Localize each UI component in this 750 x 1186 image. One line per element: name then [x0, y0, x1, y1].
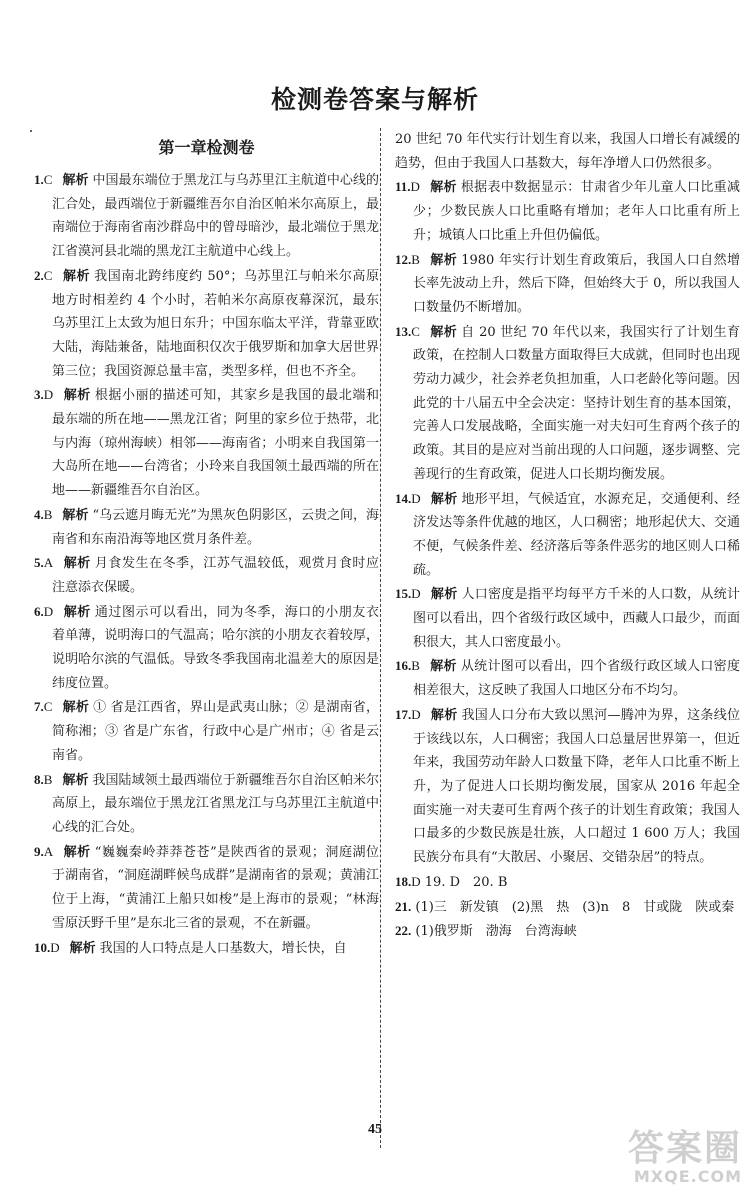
- answer-item: [395, 919, 740, 944]
- answer-item: [395, 248, 740, 320]
- explanation-text: 1980 年实行计划生育政策后，我国人口自然增长率先波动上升，然后下降，但始终大于 0，所以我国人口数量仍不断增加。: [413, 252, 740, 315]
- answer-item: [395, 128, 740, 175]
- column-divider: [380, 128, 381, 1148]
- explanation-text: 人口密度是指平均每平方千米的人口数，从统计图可以看出，四个省级行政区域中，西藏人口最少，而面积很大，其人口密度最小。: [413, 587, 740, 650]
- explanation-text: 地形平坦，气候适宜，水源充足，交通便利、经济发达等条件优越的地区，人口稠密；地形起伏大、交通不便，气候条件差、经济落后等条件恶劣的地区则人口稀疏。: [413, 491, 740, 578]
- explanation-text: 从统计图可以看出，四个省级行政区域人口密度相差很大，这反映了我国人口地区分布不均匀。: [413, 659, 740, 699]
- explanation-label: 解析: [63, 388, 91, 404]
- explanation-text: 我国人口分布大致以黑河—腾冲为界，这条线位于该线以东，人口稠密；我国人口总量居世界第一，但近年来，我国劳动年龄人口数量下降，老年人口比重不断上升，为了促进人口长期均衡发展，国家从 2016 年起全面实施一对夫妻可生育两个孩子的计划生育政策；我国人口最多的少数民族是壮族，人口超过 1 600 万人；我国民族分布具有“大散居、小聚居、交错杂居”的特点。: [413, 707, 740, 866]
- explanation-label: 解析: [62, 268, 91, 284]
- question-number: 7.: [34, 699, 44, 715]
- answer-item: [34, 695, 379, 767]
- question-number: 21.: [395, 898, 412, 914]
- question-number: 5.: [34, 555, 44, 571]
- explanation-text: “巍巍秦岭莽莽苍苍”是陕西省的景观；洞庭湖位于湖南省，“洞庭湖畔候鸟成群”是湖南省的景观；黄浦江位于上海，“黄浦江上船只如梭”是上海市的景观；“林海雪原沃野千里”是东北三省的景观，不在新疆。: [52, 844, 379, 931]
- explanation-label: 解析: [63, 844, 91, 860]
- explanation-label: 解析: [63, 556, 91, 572]
- chapter-heading: 第一章检测卷: [158, 138, 255, 157]
- answer-item: [34, 936, 379, 961]
- explanation-text: 我国的人口特点是人口基数大，增长快，自: [99, 940, 347, 956]
- question-number: 2.: [34, 267, 44, 283]
- answer-item: [34, 503, 379, 551]
- explanation-text: 根据表中数据显示：甘肃省少年儿童人口比重减少；少数民族人口比重略有增加；老年人口比重有所上升；城镇人口比重上升但仍偏低。: [413, 180, 740, 243]
- answer-choice: D: [411, 490, 421, 506]
- question-number: 16.: [395, 658, 412, 674]
- explanation-text: 月食发生在冬季，江苏气温较低，观赏月食时应注意添衣保暖。: [52, 556, 379, 595]
- explanation-label: 解析: [69, 940, 96, 956]
- explanation-text: 我国陆域领土最西端位于新疆维吾尔自治区帕米尔高原上，最东端位于黑龙江省黑龙江与乌苏里江主航道中心线的汇合处。: [52, 772, 379, 835]
- answer-choice: B: [411, 251, 420, 267]
- explanation-text: ① 省是江西省，界山是武夷山脉；② 是湖南省，简称湘；③ 省是广东省，行政中心是广州市；④ 省是云南省。: [52, 700, 379, 763]
- question-number: 13.: [395, 323, 412, 339]
- answer-item: [34, 551, 379, 599]
- explanation-text: (1)俄罗斯 渤海 台湾海峡: [415, 924, 577, 940]
- explanation-text: 中国最东端位于黑龙江与乌苏里江主航道中心线的汇合处，最西端位于新疆维吾尔自治区帕米尔高原上，最南端位于海南省南沙群岛中的曾母暗沙，最北端位于黑龙江省漠河县北端的黑龙江主航道中心线上。: [52, 173, 379, 260]
- answer-item: [395, 870, 740, 895]
- answer-item: [34, 383, 379, 503]
- answer-item: [395, 582, 740, 654]
- right-column: [395, 128, 740, 944]
- answer-choice: A: [43, 843, 54, 859]
- right-answer-list: [395, 128, 740, 944]
- explanation-label: 解析: [429, 659, 457, 675]
- explanation-text: 根据小丽的描述可知，其家乡是我国的最北端和最东端的所在地——黑龙江省；阿里的家乡位于热带，北与内海（琼州海峡）相邻——海南省；小明来自我国第一大岛所在地——台湾省；小玲来自我国领土最西端的所在地——新疆维吾尔自治区。: [52, 388, 379, 499]
- question-number: 11.: [395, 179, 411, 195]
- watermark-text: 答案圈: [627, 1128, 742, 1169]
- question-number: 4.: [34, 506, 44, 522]
- question-number: 22.: [395, 923, 412, 939]
- answer-choice: D: [43, 387, 54, 403]
- explanation-label: 解析: [429, 180, 457, 196]
- explanation-label: 解析: [429, 252, 458, 268]
- explanation-label: 解析: [62, 700, 90, 716]
- explanation-text: (1)三 新发镇 (2)黑 热 (3)n 8 甘或陇 陕或秦: [415, 899, 735, 915]
- explanation-text: 19. D 20. B: [424, 874, 508, 890]
- answer-choice: D: [43, 603, 54, 619]
- explanation-label: 解析: [430, 587, 458, 603]
- answer-choice: B: [411, 658, 420, 674]
- answer-choice: B: [43, 506, 53, 522]
- question-number: 12.: [395, 251, 412, 267]
- answer-choice: C: [411, 323, 420, 339]
- answer-choice: D: [50, 939, 60, 955]
- explanation-text: 自 20 世纪 70 年代以来，我国实行了计划生育政策，在控制人口数量方面取得巨大成就，但同时也出现劳动力减少，社会养老负担加重，人口老龄化等问题。因此党的十八届五中全会决定：坚持计划生育的基本国策，完善人口发展战略，全面实施一对夫妇可生育两个孩子的政策。其目的是应对当前出现的人口问题，逐步调整、完善现行的生育政策，促进人口长期均衡发展。: [413, 324, 740, 482]
- answer-choice: D: [411, 586, 421, 602]
- explanation-label: 解析: [430, 707, 458, 723]
- answer-item: [34, 768, 379, 840]
- answer-item: [34, 264, 379, 384]
- answer-choice: D: [410, 179, 420, 195]
- explanation-label: 解析: [62, 173, 89, 188]
- question-number: 18.: [395, 873, 412, 889]
- question-number: 15.: [395, 586, 412, 602]
- left-column: [34, 128, 379, 960]
- question-number: 10.: [34, 939, 51, 955]
- explanation-label: 解析: [430, 491, 458, 507]
- page-number: 45: [368, 1122, 382, 1137]
- explanation-text: “乌云遮月晦无光”为黑灰色阴影区，云贵之间，海南省和东南沿海等地区赏月条件差。: [52, 507, 379, 547]
- question-number: 6.: [34, 603, 44, 619]
- answer-choice: D: [411, 873, 421, 889]
- watermark-logo: [628, 1130, 742, 1186]
- answer-item: [395, 895, 740, 920]
- answer-item: [34, 600, 379, 696]
- explanation-label: 解析: [429, 324, 458, 340]
- explanation-text: 20 世纪 70 年代实行计划生育以来，我国人口增长有减缓的趋势，但由于我国人口基数大，每年净增人口仍然很多。: [395, 132, 740, 171]
- answer-item: [395, 487, 740, 583]
- question-number: 14.: [395, 490, 412, 506]
- answer-choice: C: [43, 172, 53, 187]
- page-title: 检测卷答案与解析: [270, 85, 479, 114]
- question-number: 1.: [34, 172, 44, 187]
- answer-choice: C: [43, 699, 53, 715]
- explanation-text: 我国南北跨纬度约 50°；乌苏里江与帕米尔高原地方时相差约 4 个小时，若帕米尔高原夜幕深沉，最东乌苏里江上太致为旭日东升；中国东临太平洋，背靠亚欧大陆，海陆兼备，陆地面积仅次于俄罗斯和加拿大居世界第三位；我国资源总量丰富，类型多样，但也不齐全。: [52, 268, 379, 379]
- answer-item: [34, 840, 379, 936]
- question-number: 9.: [34, 843, 44, 859]
- answer-item: [395, 654, 740, 702]
- question-number: 3.: [34, 387, 44, 403]
- answer-item: [395, 703, 740, 870]
- answer-choice: C: [43, 267, 53, 283]
- explanation-label: 解析: [62, 507, 89, 523]
- explanation-label: 解析: [63, 604, 91, 620]
- explanation-text: 通过图示可以看出，同为冬季，海口的小朋友衣着单薄，说明海口的气温高；哈尔滨的小朋友衣着较厚，说明哈尔滨的气温低。导致冬季我国南北温差大的原因是纬度位置。: [52, 604, 379, 691]
- watermark-url: MXQE.COM: [633, 1167, 742, 1186]
- question-number: 17.: [395, 706, 412, 722]
- left-answer-list: [34, 168, 379, 960]
- decor-dot: [30, 130, 32, 132]
- answer-choice: B: [43, 771, 53, 787]
- answer-choice: A: [43, 555, 54, 571]
- question-number: 8.: [34, 771, 44, 787]
- answer-item: [395, 175, 740, 247]
- explanation-label: 解析: [62, 772, 89, 788]
- answer-item: [34, 168, 379, 264]
- answer-item: [395, 320, 740, 487]
- answer-choice: D: [411, 706, 421, 722]
